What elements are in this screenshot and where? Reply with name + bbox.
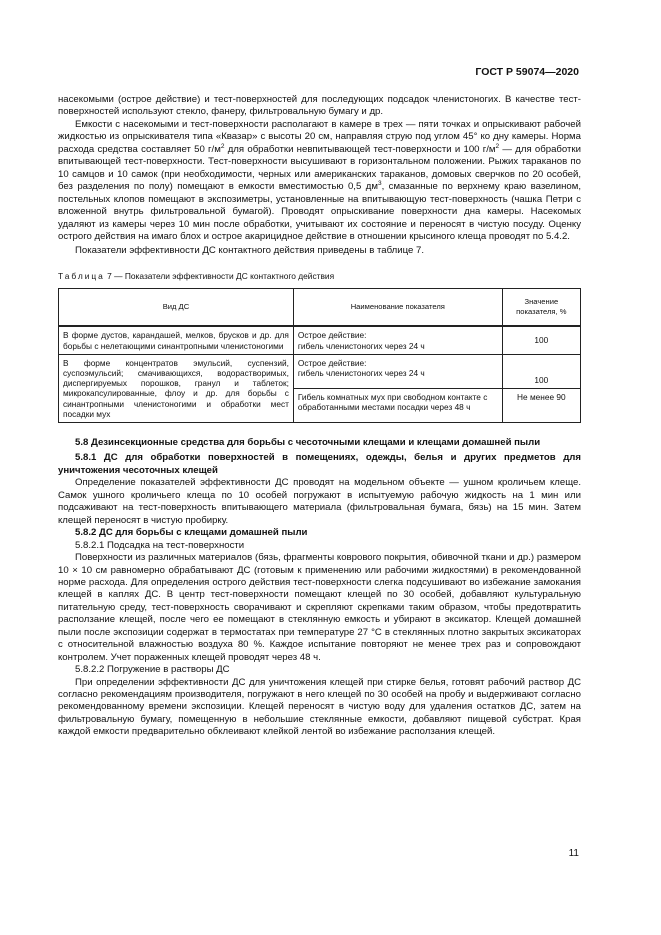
- superscript-3: 3: [377, 180, 382, 188]
- cell-value: 100: [502, 354, 580, 388]
- section-5-8-2-2-title: 5.8.2.2 Погружение в растворы ДС: [75, 664, 230, 676]
- section-5-8-2-title: 5.8.2 ДС для борьбы с клещами домашней пыли: [75, 527, 308, 539]
- standard-header: ГОСТ Р 59074—2020: [475, 66, 579, 78]
- cell-indicator: Острое действие: гибель членистоногих через 24 ч: [293, 326, 502, 354]
- paragraph-spraying-part2: для обработки невпитывающей тест-поверхности и 100 г/м: [224, 143, 496, 155]
- table-caption: [58, 270, 581, 282]
- paragraph-spraying-part1: Емкости с насекомыми и тест-поверхности располагают в камере в трех — пяти точках и опрыскивают рабочей жидкостью из опрыскивателя типа «Квазар» с высоты 20 см, направляя струю под углом 45° ко дну камеры. Норма расхода средства составляет 50 г/м: [58, 118, 581, 155]
- cell-indicator: Острое действие: гибель членистоногих через 24 ч: [293, 354, 502, 388]
- table-row: [59, 326, 581, 354]
- cell-ds-type: В форме концентратов эмульсий, суспензий, суспоэмульсий; смачивающихся, водорастворимых, диспергируемых порошков, гранул и таблеток; микрокапсулированные, флоу и др. для борьбы с синантропными членистоногими и обработки мест посадки мух: [59, 354, 294, 422]
- header-indicator-name: Наименование показателя: [293, 289, 502, 327]
- cell-indicator: Гибель комнатных мух при свободном контакте с обработанными местами посадки через 48 ч: [293, 388, 502, 422]
- cell-value: 100: [502, 326, 580, 354]
- table-caption-label: Таблица: [58, 270, 105, 281]
- paragraph-spraying-part4: , смазанные по верхнему краю вазелином, постельных клопов помещают в экспозиметры, установленные на впитывающую тест-поверхность (чашка Петри с вложенной внутрь фильтровальной бумагой). Проводят опрыскивание поверхности дна камеры. Насекомых удаляют из камеры через 10 мин после обработки, учитывают их состояние и переносят в чистую посуду. Оценку острого действия на имаго блох и острое акарицидное действие в отношении крысиного клеща проводят по 5.4.2.: [58, 181, 581, 242]
- section-5-8-2-1-text: Поверхности из различных материалов (бязь, фрагменты коврового покрытия, обивочной ткани и др.) размером 10 × 10 см равномерно обрабатывают ДС (готовым к применению или рабочими жидкостями) в рекомендованной норме расхода. Для определения острого действия тест-поверхности слегка подсушивают во избежание замокания клещей в каплях ДС. В центр тест-поверхности помещают клещей по 30 особей, добавляют культуральную питательную среду, тест-поверхность сворачивают и скрепляют скрепками таким образом, чтобы предотвратить расползание клещей, после чего ее помещают в стеклянную емкость и убирают в эксикатор. Клещей домашней пыли после экспозиции содержат в термостатах при температуре 27 °С в стеклянных плотно закрытых эксикаторах с относительной влажностью воздуха 80 %. Каждое испытание повторяют не менее трех раз и сопровождают контролем. Учет пораженных клещей проводят через 48 ч.: [58, 552, 581, 663]
- section-5-8-2-1-title: 5.8.2.1 Подсадка на тест-поверхности: [75, 539, 245, 551]
- paragraph-spraying: [58, 119, 581, 244]
- page-number: 11: [568, 848, 579, 859]
- header-ds-type: Вид ДС: [59, 289, 294, 327]
- header-indicator-value: Значение показателя, %: [502, 289, 580, 327]
- section-5-8-title: 5.8 Дезинсекционные средства для борьбы с чесоточными клещами и клещами домашней пыли: [75, 436, 541, 448]
- paragraph-spraying-part3: — для обработки впитывающей тест-поверхности. Тест-поверхности высушивают в горизонтальном положении. Рыжих тараканов по 10 самцов и 10 самок (при необходимости, черных или американских тараканов, домовых сверчков по 20 особей, без разделения по полу) помещают в емкости вместимостью 0,5 дм: [58, 143, 581, 193]
- paragraph-intro: насекомыми (острое действие) и тест-поверхностей для последующих подсадок членистоногих. В качестве тест-поверхностей используют стекло, фанеру, фильтровальную бумагу и др.: [58, 94, 581, 118]
- table-header-row: [59, 289, 581, 327]
- cell-ds-type: В форме дустов, карандашей, мелков, брусков и др. для борьбы с нелетающими синантропными членистоногими: [59, 326, 294, 354]
- table-7: [58, 288, 581, 423]
- superscript-2a: 2: [220, 142, 225, 150]
- section-5-8-1-title: 5.8.1 ДС для обработки поверхностей в помещениях, одежды, белья и других предметов для уничтожения чесоточных клещей: [58, 452, 581, 476]
- section-5-8-2-2-text: При определении эффективности ДС для уничтожения клещей при стирке белья, готовят рабочий раствор ДС согласно рекомендациям производителя, погружают в него клещей по 30 особей на пробу и выдерживают согласно рекомендованному времени экспозиции. Клещей переносят в чистую воду для удаления остатков ДС, затем на фильтровальную бумагу, помещенную в небольшие стеклянные емкости, добавляют пищевой субстрат. Края каждой емкости предварительно обклеивают клейкой лентой во избежание расползания клещей.: [58, 676, 581, 738]
- section-5-8-1-text: Определение показателей эффективности ДС проводят на модельном объекте — ушном кроличьем клеще. Самок ушного кроличьего клеща по 10 особей погружают в испытуемую рабочую жидкость на 1 мин или подсаживают на тест-поверхность впитывающего материала (фильтровальная бумага, бязь) на 15 мин. Затем клещей переносят в чистую пробирку.: [58, 477, 581, 526]
- table-caption-text: 7 — Показатели эффективности ДС контактного действия: [107, 270, 335, 281]
- paragraph-table-ref: Показатели эффективности ДС контактного действия приведены в таблице 7.: [75, 245, 424, 257]
- superscript-2b: 2: [495, 142, 500, 150]
- cell-value: Не менее 90: [502, 388, 580, 422]
- table-row: [59, 354, 581, 388]
- document-body: [58, 94, 581, 739]
